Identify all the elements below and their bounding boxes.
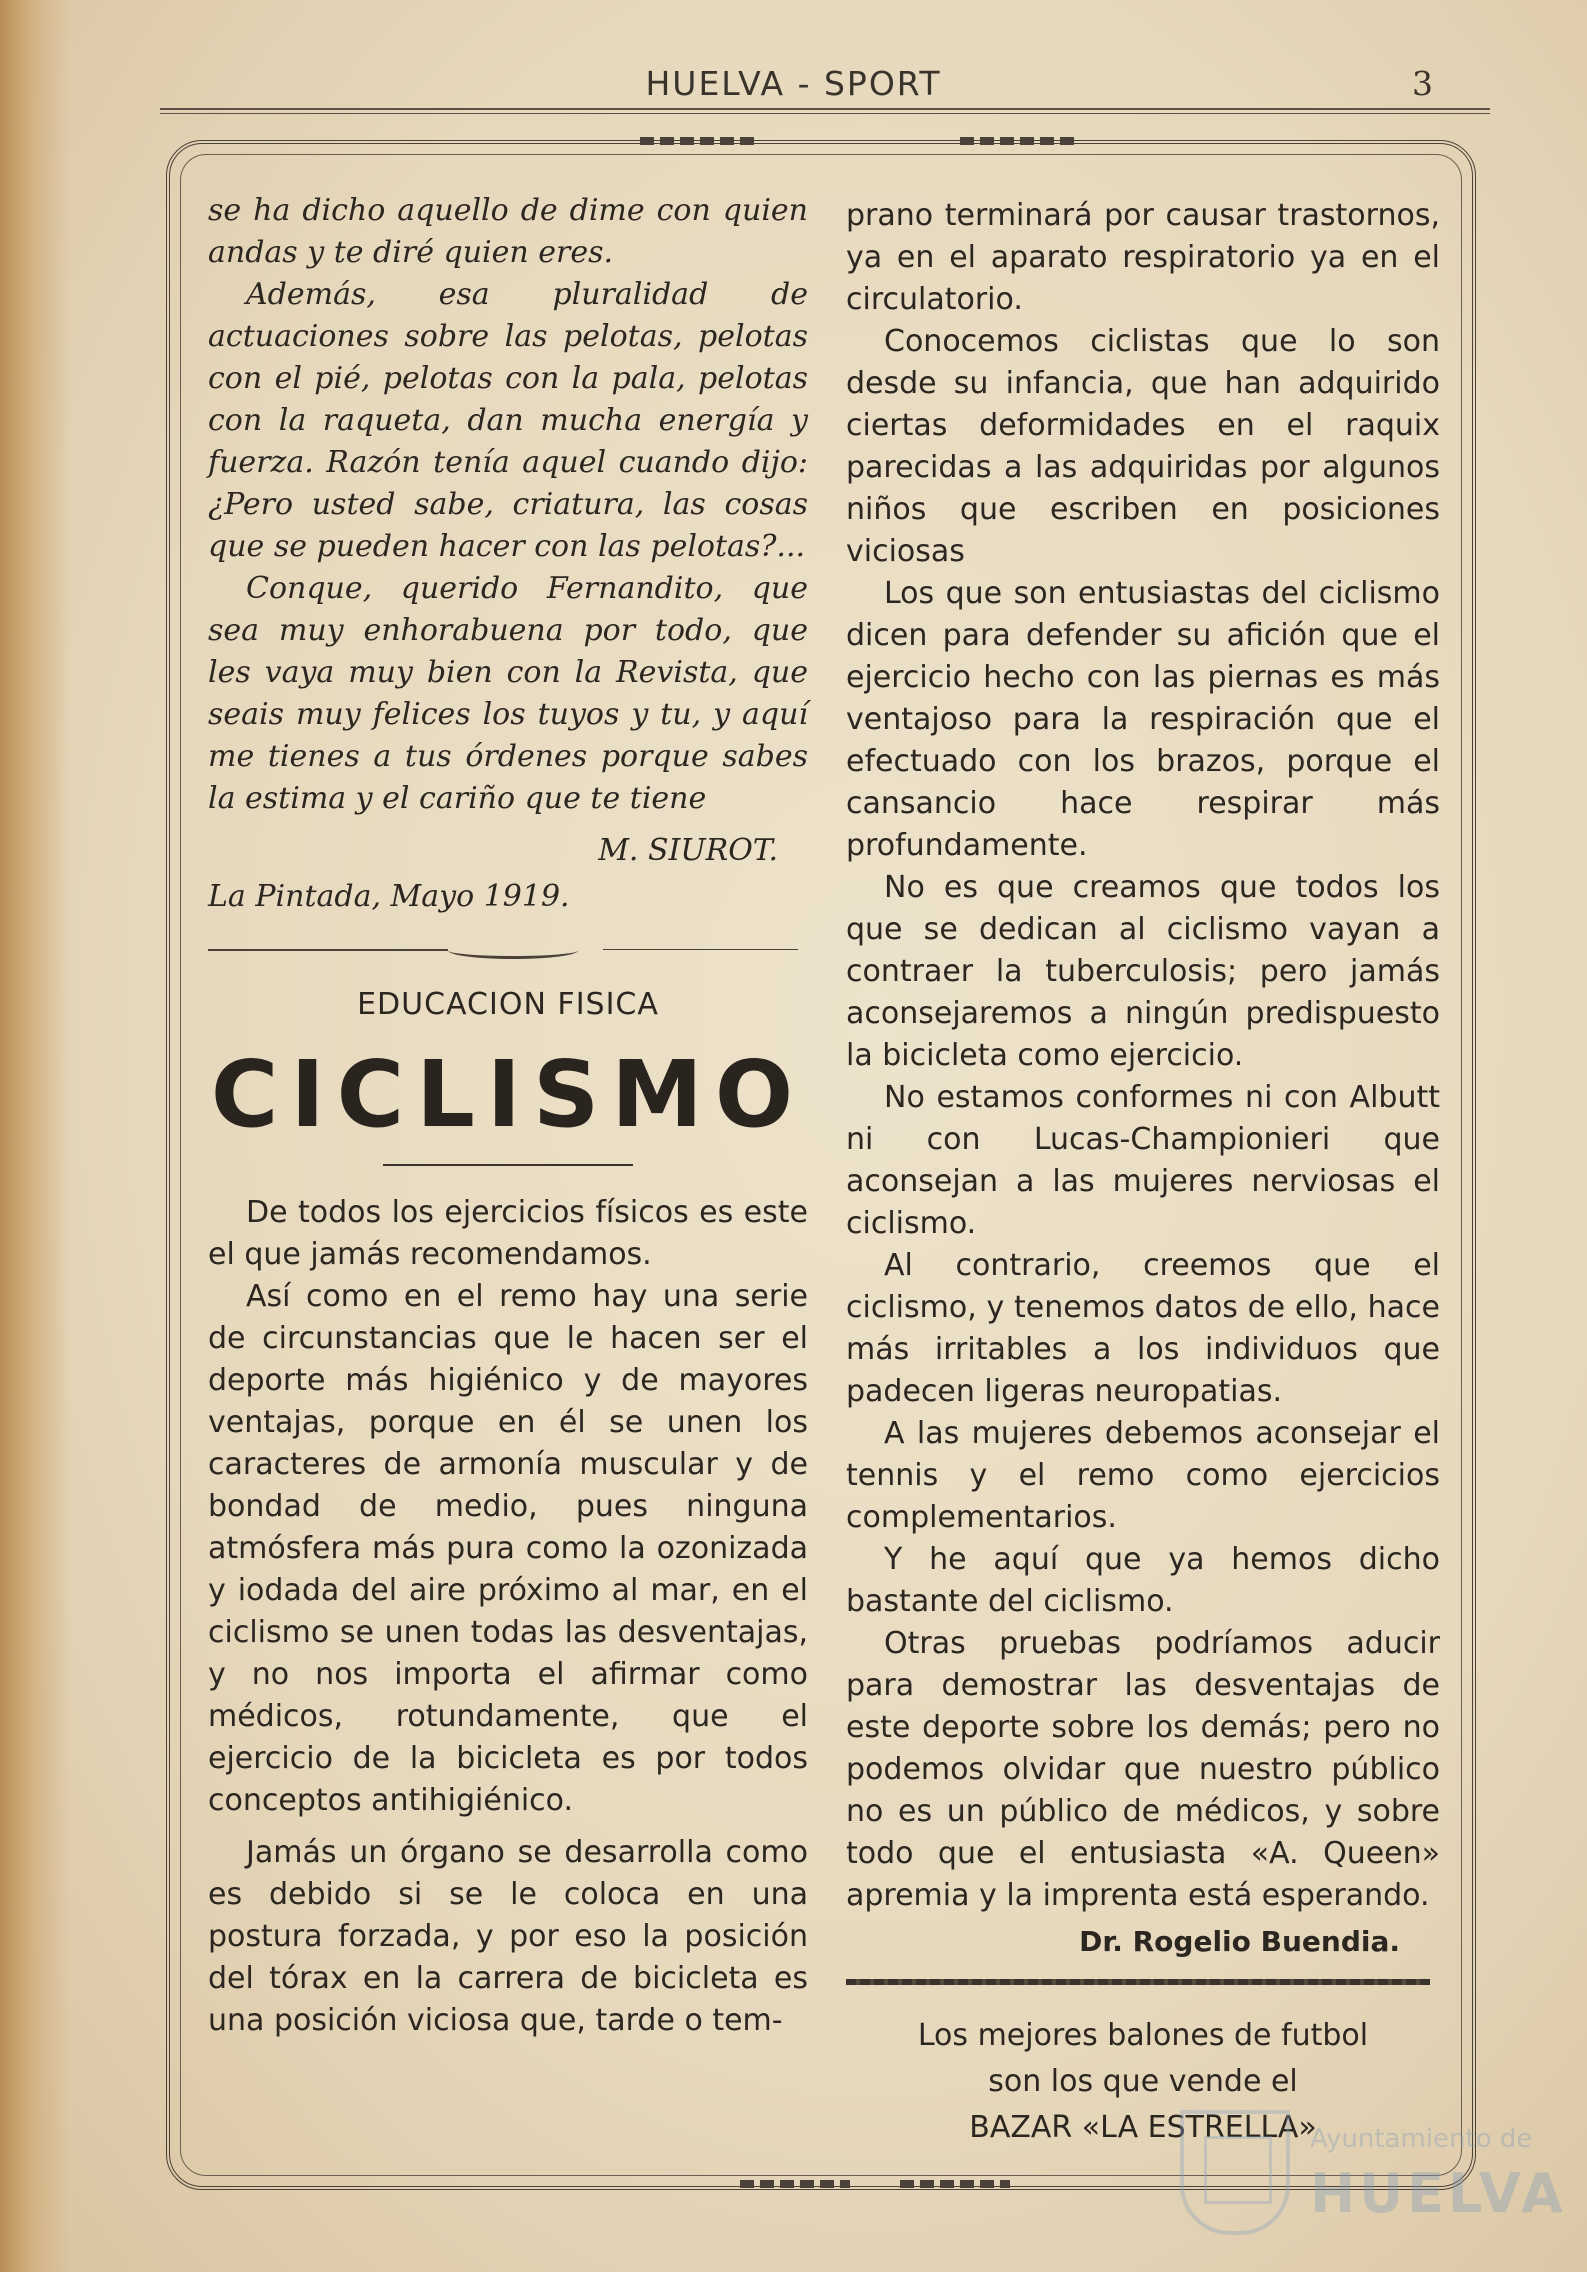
letter-paragraph: Además, esa pluralidad de actuaciones sobre las pelotas, pelotas con el pié, pelotas con la pala, pelotas con la raqueta, dan mucha energía y fuerza. Razón tenía aquel cuando dijo: ¿Pero usted sabe, criatura, las cosas que se pueden hacer con las pelotas?... <box>208 277 808 564</box>
header-rule <box>160 108 1490 110</box>
heavy-rule <box>846 1979 1430 1985</box>
city-coat-of-arms-icon <box>1180 2110 1290 2235</box>
paper-edge <box>0 0 70 2272</box>
article-paragraph: Y he aquí que ya hemos dicho bastante del ciclismo. <box>846 1542 1440 1619</box>
advertisement-line: son los que vende el <box>988 2064 1298 2099</box>
article-paragraph: A las mujeres debemos aconsejar el tennis y el remo como ejercicios complementarios. <box>846 1416 1440 1535</box>
letter-paragraph: se ha dicho aquello de dime con quien andas y te diré quien eres. <box>208 193 808 270</box>
letter-paragraph: Conque, querido Fernandito, que sea muy enhorabuena por todo, que les vaya muy bien con la Revista, que seais muy felices los tuyos y tu, y aquí me tienes a tus órdenes porque sabes la estima y el cariño que te tiene <box>208 571 808 816</box>
article-paragraph: Así como en el remo hay una serie de circunstancias que le hacen ser el deporte más higiénico y de mayores ventajas, porque en él se unen los caracteres de armonía muscular y de bondad de medio, pues ninguna atmósfera más pura como la ozonizada y iodada del aire próximo al mar, en el ciclismo se unen todas las desventajas, y no nos importa el afirmar como médicos, rotundamente, que el ejercicio de la bicicleta es por todos conceptos antihigiénico. <box>208 1279 808 1818</box>
advertisement-line: Los mejores balones de futbol <box>917 2018 1369 2053</box>
watermark-small-text: Ayuntamiento de <box>1310 2124 1533 2154</box>
article-author: Dr. Rogelio Buendia. <box>1079 1925 1400 1958</box>
frame-ornament-top-right <box>960 137 1080 145</box>
article-title: CICLISMO <box>210 1041 806 1148</box>
article-paragraph: No es que creamos que todos los que se dedican al ciclismo vayan a contraer la tuberculosis; pero jamás aconsejaremos a ningún predispuesto la bicicleta como ejercicio. <box>846 870 1440 1073</box>
article-paragraph: Los que son entusiastas del ciclismo dicen para defender su afición que el ejercicio hecho con las piernas es más ventajoso para la respiración que el efectuado con los brazos, porque el cansancio hace respirar más profundamente. <box>846 576 1440 863</box>
article-paragraph: Conocemos ciclistas que lo son desde su infancia, que han adquirido ciertas deformidades en el raquix parecidas a las adquiridas por algunos niños que escriben en posiciones viciosas <box>846 324 1440 569</box>
frame-ornament-top-left <box>640 137 760 145</box>
archive-watermark <box>1180 2110 1567 2240</box>
page-number: 3 <box>1412 64 1433 103</box>
frame-ornament-bottom-left <box>740 2180 850 2188</box>
letter-signature: M. SIUROT. <box>598 833 778 868</box>
header-rule-thin <box>160 113 1490 114</box>
title-rule <box>383 1164 633 1166</box>
article-paragraph: Otras pruebas podríamos aducir para demostrar las desventajas de este deporte sobre los demás; pero no podemos olvidar que nuestro público no es un público de médicos, y sobre todo que el entusiasta «A. Queen» apremia y la imprenta está esperando. <box>846 1626 1440 1913</box>
watermark-big-text: HUELVA <box>1310 2162 1567 2225</box>
left-column <box>208 190 808 2042</box>
frame-ornament-bottom-right <box>900 2180 1010 2188</box>
section-kicker: EDUCACION FISICA <box>357 987 659 1022</box>
article-paragraph: No estamos conformes ni con Albutt ni con Lucas-Championieri que aconsejan a las mujeres nerviosas el ciclismo. <box>846 1080 1440 1241</box>
running-title: HUELVA - SPORT <box>645 64 942 103</box>
advertisement-line: BAZAR «LA ESTRELLA» <box>969 2110 1317 2145</box>
ornamental-divider <box>208 940 798 960</box>
right-column <box>846 195 1440 2151</box>
article-paragraph: Al contrario, creemos que el ciclismo, y tenemos datos de ello, hace más irritables a los individuos que padecen ligeras neuropatias. <box>846 1248 1440 1409</box>
article-paragraph: De todos los ejercicios físicos es este el que jamás recomendamos. <box>208 1195 808 1272</box>
article-paragraph: Jamás un órgano se desarrolla como es debido si se le coloca en una postura forzada, y por eso la posición del tórax en la carrera de bicicleta es una posición viciosa que, tarde o tem- <box>208 1835 808 2038</box>
article-paragraph: prano terminará por causar trastornos, ya en el aparato respiratorio ya en el circulatorio. <box>846 198 1440 317</box>
letter-place-date: La Pintada, Mayo 1919. <box>208 879 570 914</box>
